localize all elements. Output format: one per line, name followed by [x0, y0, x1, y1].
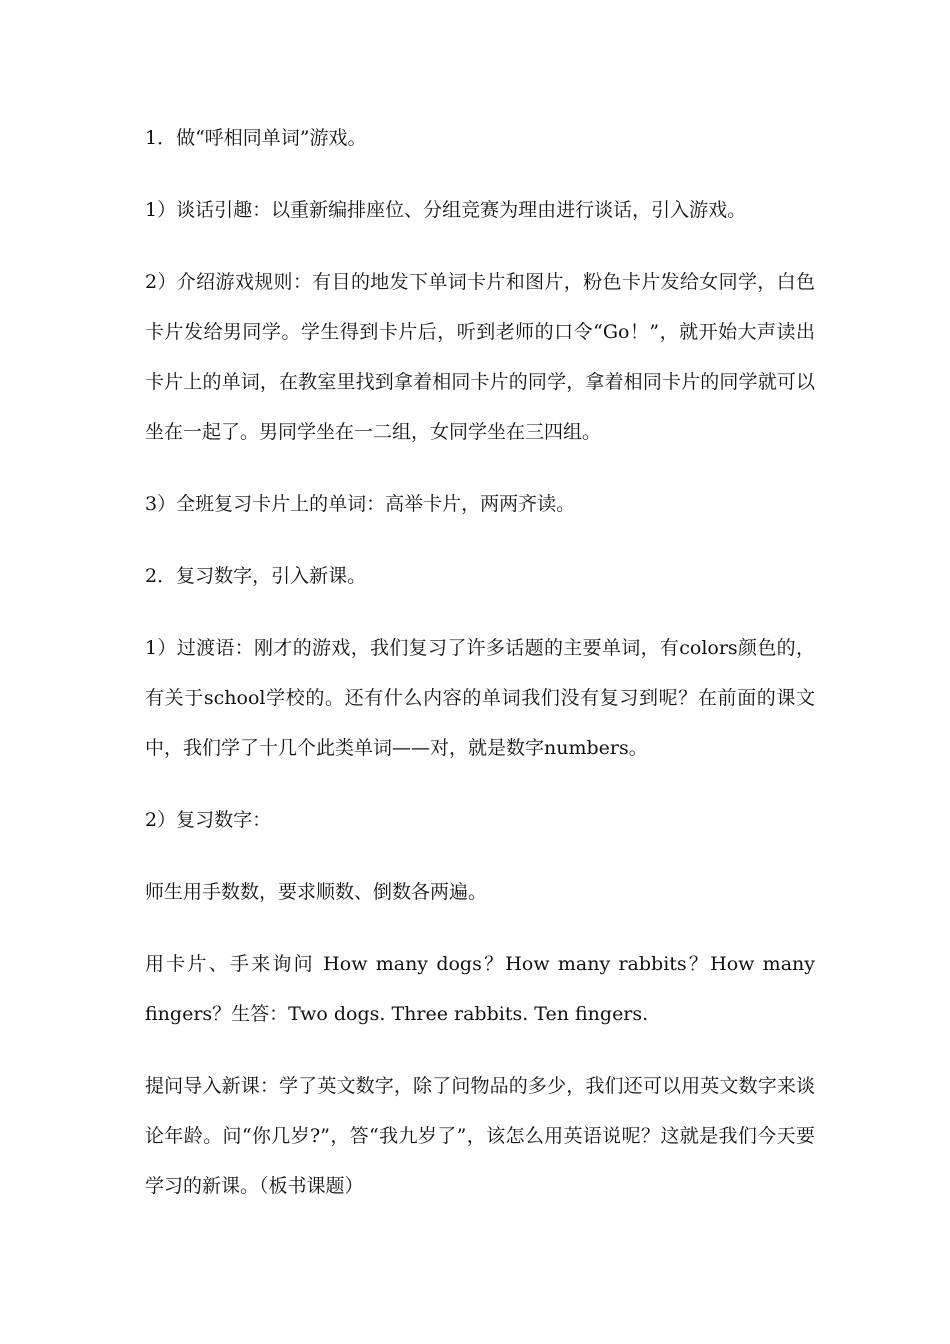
step-game-rules: 2）介绍游戏规则：有目的地发下单词卡片和图片，粉色卡片发给女同学，白色卡片发给男同学。学生得到卡片后，听到老师的口令“Go！”，就开始大声读出卡片上的单词，在教室里找到拿着相同卡片的同学，拿着相同卡片的同学就可以坐在一起了。男同学坐在一二组，女同学坐在三四组。: [145, 271, 815, 443]
step-review-numbers: 2）复习数字：: [145, 809, 272, 831]
step-transition: 1）过渡语：刚才的游戏，我们复习了许多话题的主要单词，有colors颜色的，有关于school学校的。还有什么内容的单词我们没有复习到呢？在前面的课文中，我们学了十几个此类单词——对，就是数字numbers。: [145, 637, 815, 759]
counting-instruction: 师生用手数数，要求顺数、倒数各两遍。: [145, 881, 488, 903]
heading-review-numbers: 2．复习数字，引入新课。: [145, 565, 367, 587]
card-questions: 用卡片、手来询问 How many dogs？How many rabbits？How many fingers？生答：Two dogs. Three rabbits. Ten fingers.: [145, 953, 815, 1025]
step-intro-talk: 1）谈话引趣：以重新编排座位、分组竞赛为理由进行谈话，引入游戏。: [145, 199, 747, 221]
new-lesson-intro: 提问导入新课：学了英文数字，除了问物品的多少，我们还可以用英文数字来谈论年龄。问“你几岁?”，答“我九岁了”，该怎么用英语说呢？这就是我们今天要学习的新课。（板书课题）: [145, 1075, 815, 1197]
step-class-review: 3）全班复习卡片上的单词：高举卡片，两两齐读。: [145, 493, 576, 515]
heading-game: 1．做“呼相同单词”游戏。: [145, 127, 367, 149]
